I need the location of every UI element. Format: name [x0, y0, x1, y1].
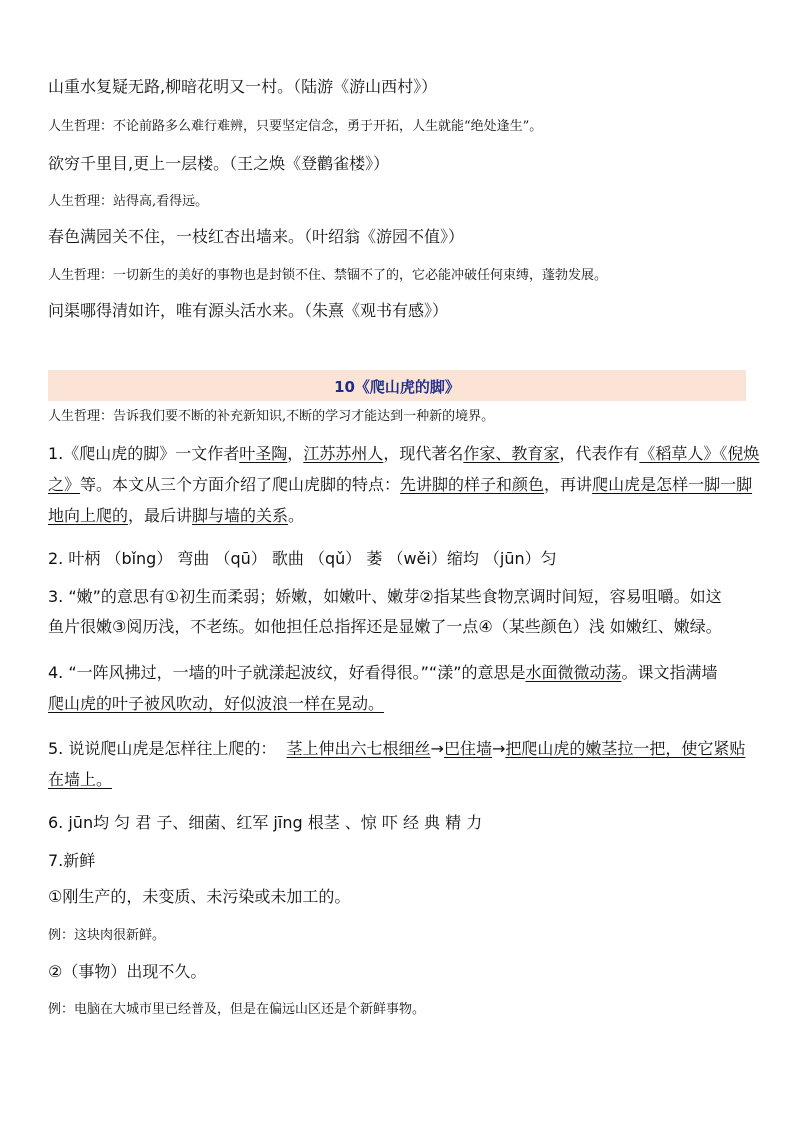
feature-3: 脚与墙的关系 — [192, 506, 289, 525]
item-7-example-2: 例：电脑在大城市里已经普及，但是在偏远山区还是个新鲜事物。 — [48, 1002, 426, 1017]
philosophy-1: 人生哲理：不论前路多么难行难辨，只要坚定信念，勇于开拓，人生就能“绝处逢生”。 — [48, 119, 543, 134]
item-5-line-2: 在墙上。 — [48, 770, 113, 789]
item-7-title: 7.新鲜 — [48, 851, 96, 870]
item-1-line-1: 1.《爬山虎的脚》一文作者叶圣陶，江苏苏州人，现代著名作家、教育家，代表作有《稻草人》《倪焕 — [48, 444, 760, 463]
author-career: 作家、教育家 — [463, 444, 560, 463]
feature-2: 爬山虎是怎样一脚一脚 — [592, 475, 753, 494]
item-3-line-2: 鱼片很嫩③阅历浅，不老练。如他担任总指挥还是显嫩了一点④（某些颜色）浅 如嫩红、嫩绿。 — [48, 617, 722, 636]
item-6-words: 6. jūn均 匀 君 子、细菌、红军 jīng 根茎 、惊 吓 经 典 精 力 — [48, 813, 483, 832]
climb-step-3: 把爬山虎的嫩茎拉一把，使它紧贴 — [505, 739, 746, 758]
item-3-line-1: 3. “嫩”的意思有①初生而柔弱；娇嫩，如嫩叶、嫩芽②指某些食物烹调时间短，容易咀嚼。如这 — [48, 587, 722, 606]
yang-meaning: 水面微微动荡 — [525, 663, 622, 682]
item-7-example-1: 例：这块肉很新鲜。 — [48, 928, 166, 943]
arrow-icon: → — [491, 739, 506, 758]
climb-step-2: 巴住墙 — [443, 739, 492, 758]
item-1-line-2: 之》等。本文从三个方面介绍了爬山虎脚的特点：先讲脚的样子和颜色，再讲爬山虎是怎样一脚一脚 — [48, 475, 753, 494]
item-4-line-2: 爬山虎的叶子被风吹动，好似波浪一样在晃动。 — [48, 694, 385, 713]
lesson-title-banner — [48, 370, 746, 401]
climb-step-1: 茎上伸出六七根细丝 — [286, 739, 431, 758]
author-works: 《稻草人》《倪焕 — [639, 444, 760, 463]
poem-line-3: 春色满园关不住，一枝红杏出墙来。（叶绍翁《游园不值》） — [48, 227, 465, 246]
item-5-line-1: 5. 说说爬山虎是怎样往上爬的： 茎上伸出六七根细丝→巴住墙→把爬山虎的嫩茎拉一把，使它紧贴 — [48, 739, 746, 758]
item-1-line-3: 地向上爬的，最后讲脚与墙的关系。 — [48, 506, 305, 525]
arrow-icon: → — [430, 739, 444, 758]
poem-line-4: 问渠哪得清如许，唯有源头活水来。（朱熹《观书有感》） — [48, 301, 449, 320]
item-4-line-1: 4. “一阵风拂过，一墙的叶子就漾起波纹，好看得很。”“漾”的意思是水面微微动荡。课文指满墙 — [48, 663, 718, 682]
philosophy-3: 人生哲理：一切新生的美好的事物也是封锁不住、禁锢不了的，它必能冲破任何束缚，蓬勃发展。 — [48, 268, 608, 283]
feature-1: 先讲脚的样子和颜色 — [400, 475, 545, 494]
poem-line-1: 山重水复疑无路,柳暗花明又一村。（陆游《游山西村》） — [48, 77, 438, 96]
item-7-definition-2: ②（事物）出现不久。 — [48, 962, 207, 981]
lesson-philosophy: 人生哲理：告诉我们要不断的补充新知识,不断的学习才能达到一种新的境界。 — [48, 409, 495, 424]
item-7-definition-1: ①刚生产的，未变质、未污染或未加工的。 — [48, 887, 351, 906]
author-name: 叶圣陶 — [239, 444, 288, 463]
author-place: 江苏苏州人 — [303, 444, 384, 463]
lesson-title: 10《爬山虎的脚》 — [334, 378, 460, 396]
philosophy-2: 人生哲理：站得高,看得远。 — [48, 194, 209, 209]
poem-line-2: 欲穷千里目,更上一层楼。（王之焕《登鹳雀楼》） — [48, 154, 390, 173]
item-2-pinyin: 2. 叶柄 （bǐng） 弯曲 （qū） 歌曲 （qǔ） 萎 （wěi）缩均 （jūn）匀 — [48, 549, 557, 568]
